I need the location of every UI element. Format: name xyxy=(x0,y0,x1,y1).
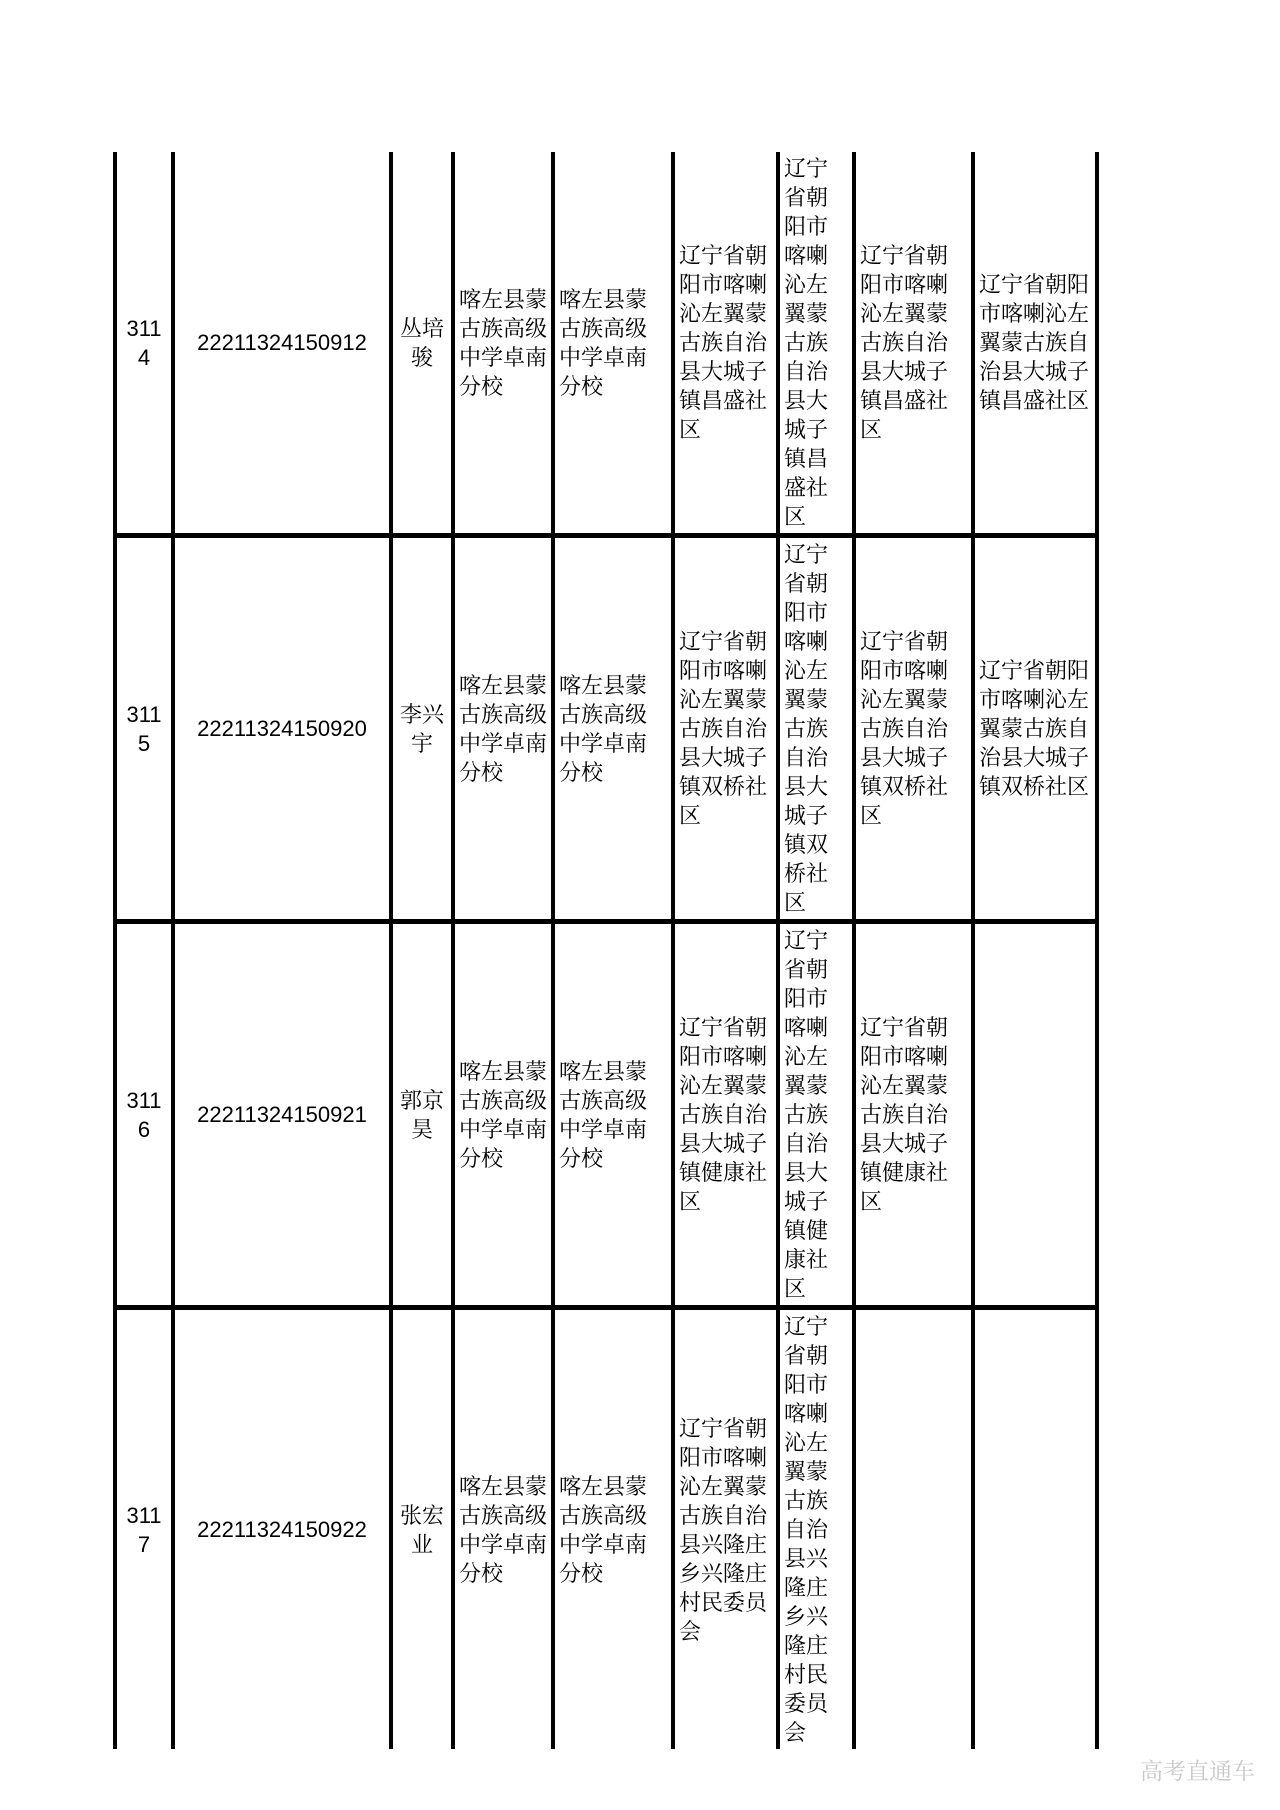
cell-school-a: 喀左县蒙古族高级中学卓南分校 xyxy=(453,922,553,1308)
table-row xyxy=(115,922,1097,1308)
cell-address-c: 辽宁省朝阳市喀喇沁左翼蒙古族自治县大城子镇昌盛社区 xyxy=(854,152,973,536)
cell-address-b: 辽宁省朝阳市喀喇沁左翼蒙古族自治县大城子镇健康社区 xyxy=(778,922,854,1308)
cell-address-c: 辽宁省朝阳市喀喇沁左翼蒙古族自治县大城子镇双桥社区 xyxy=(854,536,973,922)
cell-address-c: 辽宁省朝阳市喀喇沁左翼蒙古族自治县大城子镇健康社区 xyxy=(854,922,973,1308)
cell-school-b: 喀左县蒙古族高级中学卓南分校 xyxy=(553,922,673,1308)
cell-address-a: 辽宁省朝阳市喀喇沁左翼蒙古族自治县兴隆庄乡兴隆庄村民委员会 xyxy=(673,1308,778,1750)
cell-name: 李兴宇 xyxy=(391,536,453,922)
cell-seq: 3116 xyxy=(115,922,173,1308)
cell-address-d xyxy=(973,922,1097,1308)
cell-address-a: 辽宁省朝阳市喀喇沁左翼蒙古族自治县大城子镇昌盛社区 xyxy=(673,152,778,536)
cell-seq: 3115 xyxy=(115,536,173,922)
cell-seq: 3114 xyxy=(115,152,173,536)
cell-address-a: 辽宁省朝阳市喀喇沁左翼蒙古族自治县大城子镇健康社区 xyxy=(673,922,778,1308)
cell-address-b: 辽宁省朝阳市喀喇沁左翼蒙古族自治县大城子镇双桥社区 xyxy=(778,536,854,922)
student-roster-table xyxy=(113,152,1099,1749)
watermark-text: 高考直通车 xyxy=(1140,1758,1255,1784)
cell-address-b: 辽宁省朝阳市喀喇沁左翼蒙古族自治县大城子镇昌盛社区 xyxy=(778,152,854,536)
cell-name: 郭京昊 xyxy=(391,922,453,1308)
cell-name: 丛培骏 xyxy=(391,152,453,536)
cell-address-d xyxy=(973,1308,1097,1750)
cell-exam-id: 22211324150920 xyxy=(173,536,391,922)
cell-address-a: 辽宁省朝阳市喀喇沁左翼蒙古族自治县大城子镇双桥社区 xyxy=(673,536,778,922)
cell-school-b: 喀左县蒙古族高级中学卓南分校 xyxy=(553,1308,673,1750)
cell-address-b: 辽宁省朝阳市喀喇沁左翼蒙古族自治县兴隆庄乡兴隆庄村民委员会 xyxy=(778,1308,854,1750)
cell-exam-id: 22211324150921 xyxy=(173,922,391,1308)
cell-school-a: 喀左县蒙古族高级中学卓南分校 xyxy=(453,152,553,536)
cell-school-b: 喀左县蒙古族高级中学卓南分校 xyxy=(553,536,673,922)
cell-exam-id: 22211324150912 xyxy=(173,152,391,536)
cell-school-b: 喀左县蒙古族高级中学卓南分校 xyxy=(553,152,673,536)
table-row xyxy=(115,152,1097,536)
cell-address-c xyxy=(854,1308,973,1750)
cell-seq: 3117 xyxy=(115,1308,173,1750)
cell-exam-id: 22211324150922 xyxy=(173,1308,391,1750)
table-row xyxy=(115,1308,1097,1750)
cell-name: 张宏业 xyxy=(391,1308,453,1750)
cell-address-d: 辽宁省朝阳市喀喇沁左翼蒙古族自治县大城子镇双桥社区 xyxy=(973,536,1097,922)
cell-address-d: 辽宁省朝阳市喀喇沁左翼蒙古族自治县大城子镇昌盛社区 xyxy=(973,152,1097,536)
table-row xyxy=(115,536,1097,922)
cell-school-a: 喀左县蒙古族高级中学卓南分校 xyxy=(453,1308,553,1750)
cell-school-a: 喀左县蒙古族高级中学卓南分校 xyxy=(453,536,553,922)
